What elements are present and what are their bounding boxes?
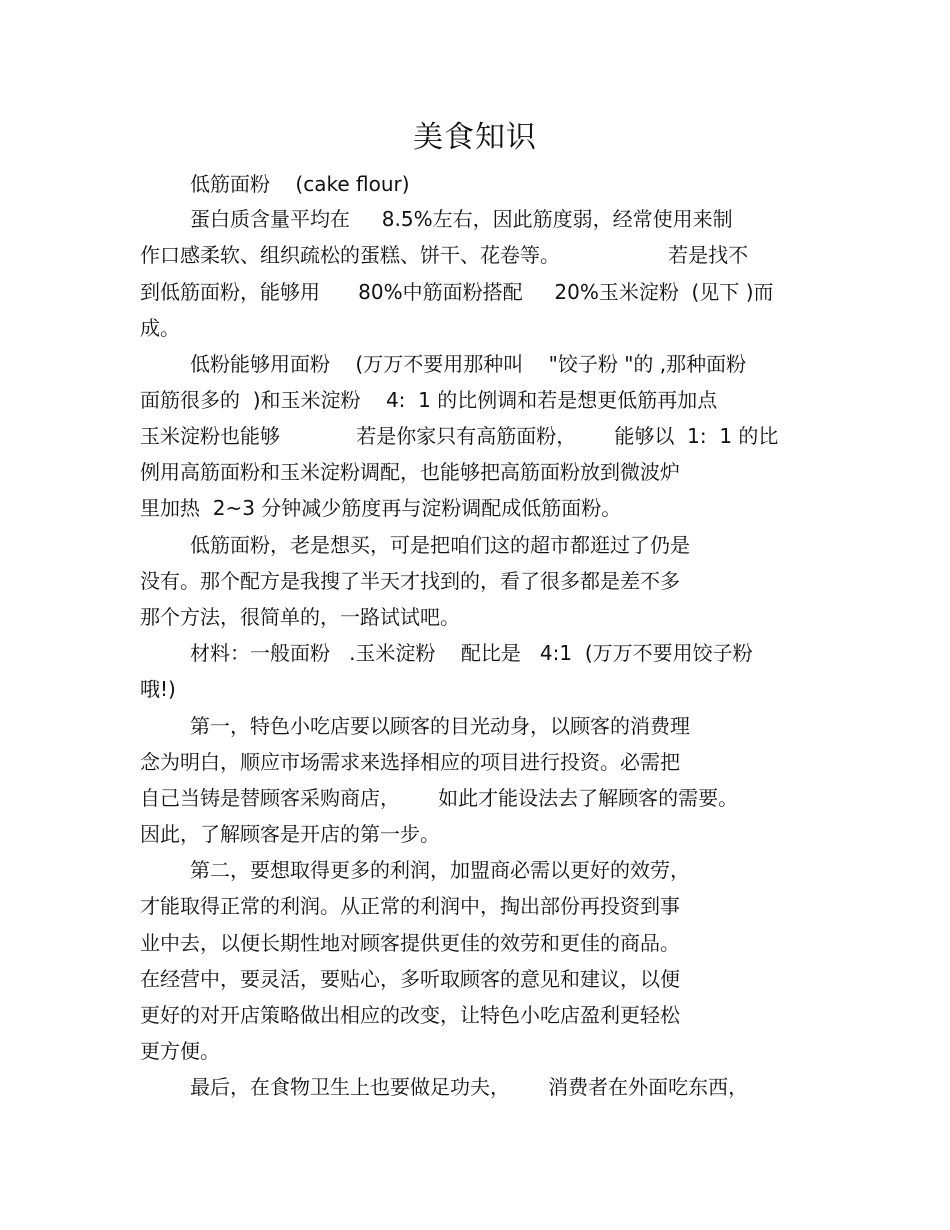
text-line: 里加热 2~3 分钟减少筋度再与淀粉调配成低筋面粉。: [140, 496, 622, 520]
text-line: 面筋很多的 )和玉米淀粉 4: 1 的比例调和若是想更低筋再加点: [140, 388, 718, 412]
text-line: 没有。那个配方是我搜了半天才找到的，看了很多都是差不多: [140, 569, 680, 593]
text-line: 作口感柔软、组织疏松的蛋糕、饼干、花卷等。 若是找不: [140, 243, 749, 267]
text-line: 在经营中，要灵活，要贴心，多听取顾客的意见和建议，以便: [140, 967, 680, 991]
text-line: 玉米淀粉也能够 若是你家只有高筋面粉， 能够以 1: 1 的比: [140, 424, 779, 448]
text-line: 才能取得正常的利润。从正常的利润中，掏出部份再投资到事: [140, 894, 680, 918]
text-line: 低粉能够用面粉 (万万不要用那种叫 "饺子粉 "的 ,那种面粉: [190, 352, 747, 376]
text-line: 成。: [140, 316, 180, 340]
text-line: 到低筋面粉，能够用 80%中筋面粉搭配 20%玉米淀粉 (见下 )而: [140, 280, 774, 304]
text-line: 低筋面粉，老是想买，可是把咱们这的超市都逛过了仍是: [190, 533, 690, 557]
text-line: 材料：一般面粉 .玉米淀粉 配比是 4:1 (万万不要用饺子粉: [190, 641, 753, 665]
text-line: 第二，要想取得更多的利润，加盟商必需以更好的效劳，: [190, 858, 690, 882]
text-line: 业中去，以便长期性地对顾客提供更佳的效劳和更佳的商品。: [140, 931, 680, 955]
text-line: 例用高筋面粉和玉米淀粉调配，也能够把高筋面粉放到微波炉: [140, 460, 680, 484]
text-line: 第一，特色小吃店要以顾客的目光动身，以顾客的消费理: [190, 714, 690, 738]
text-line: 最后，在食物卫生上也要做足功夫， 消费者在外面吃东西，: [190, 1075, 749, 1099]
text-line: 低筋面粉 (cake flour): [190, 172, 410, 196]
text-line: 更方便。: [140, 1039, 220, 1063]
text-line: 自己当铸是替顾客采购商店， 如此才能设法去了解顾客的需要。: [140, 786, 739, 810]
text-line: 哦!): [140, 677, 176, 701]
text-line: 蛋白质含量平均在 8.5%左右，因此筋度弱，经常使用来制: [190, 207, 733, 231]
text-line: 念为明白，顺应市场需求来选择相应的项目进行投资。必需把: [140, 750, 680, 774]
text-line: 因此，了解顾客是开店的第一步。: [140, 822, 440, 846]
text-line: 更好的对开店策略做出相应的改变，让特色小吃店盈利更轻松: [140, 1003, 680, 1027]
page-title: 美食知识: [413, 120, 537, 155]
text-line: 那个方法，很简单的，一路试试吧。: [140, 605, 460, 629]
